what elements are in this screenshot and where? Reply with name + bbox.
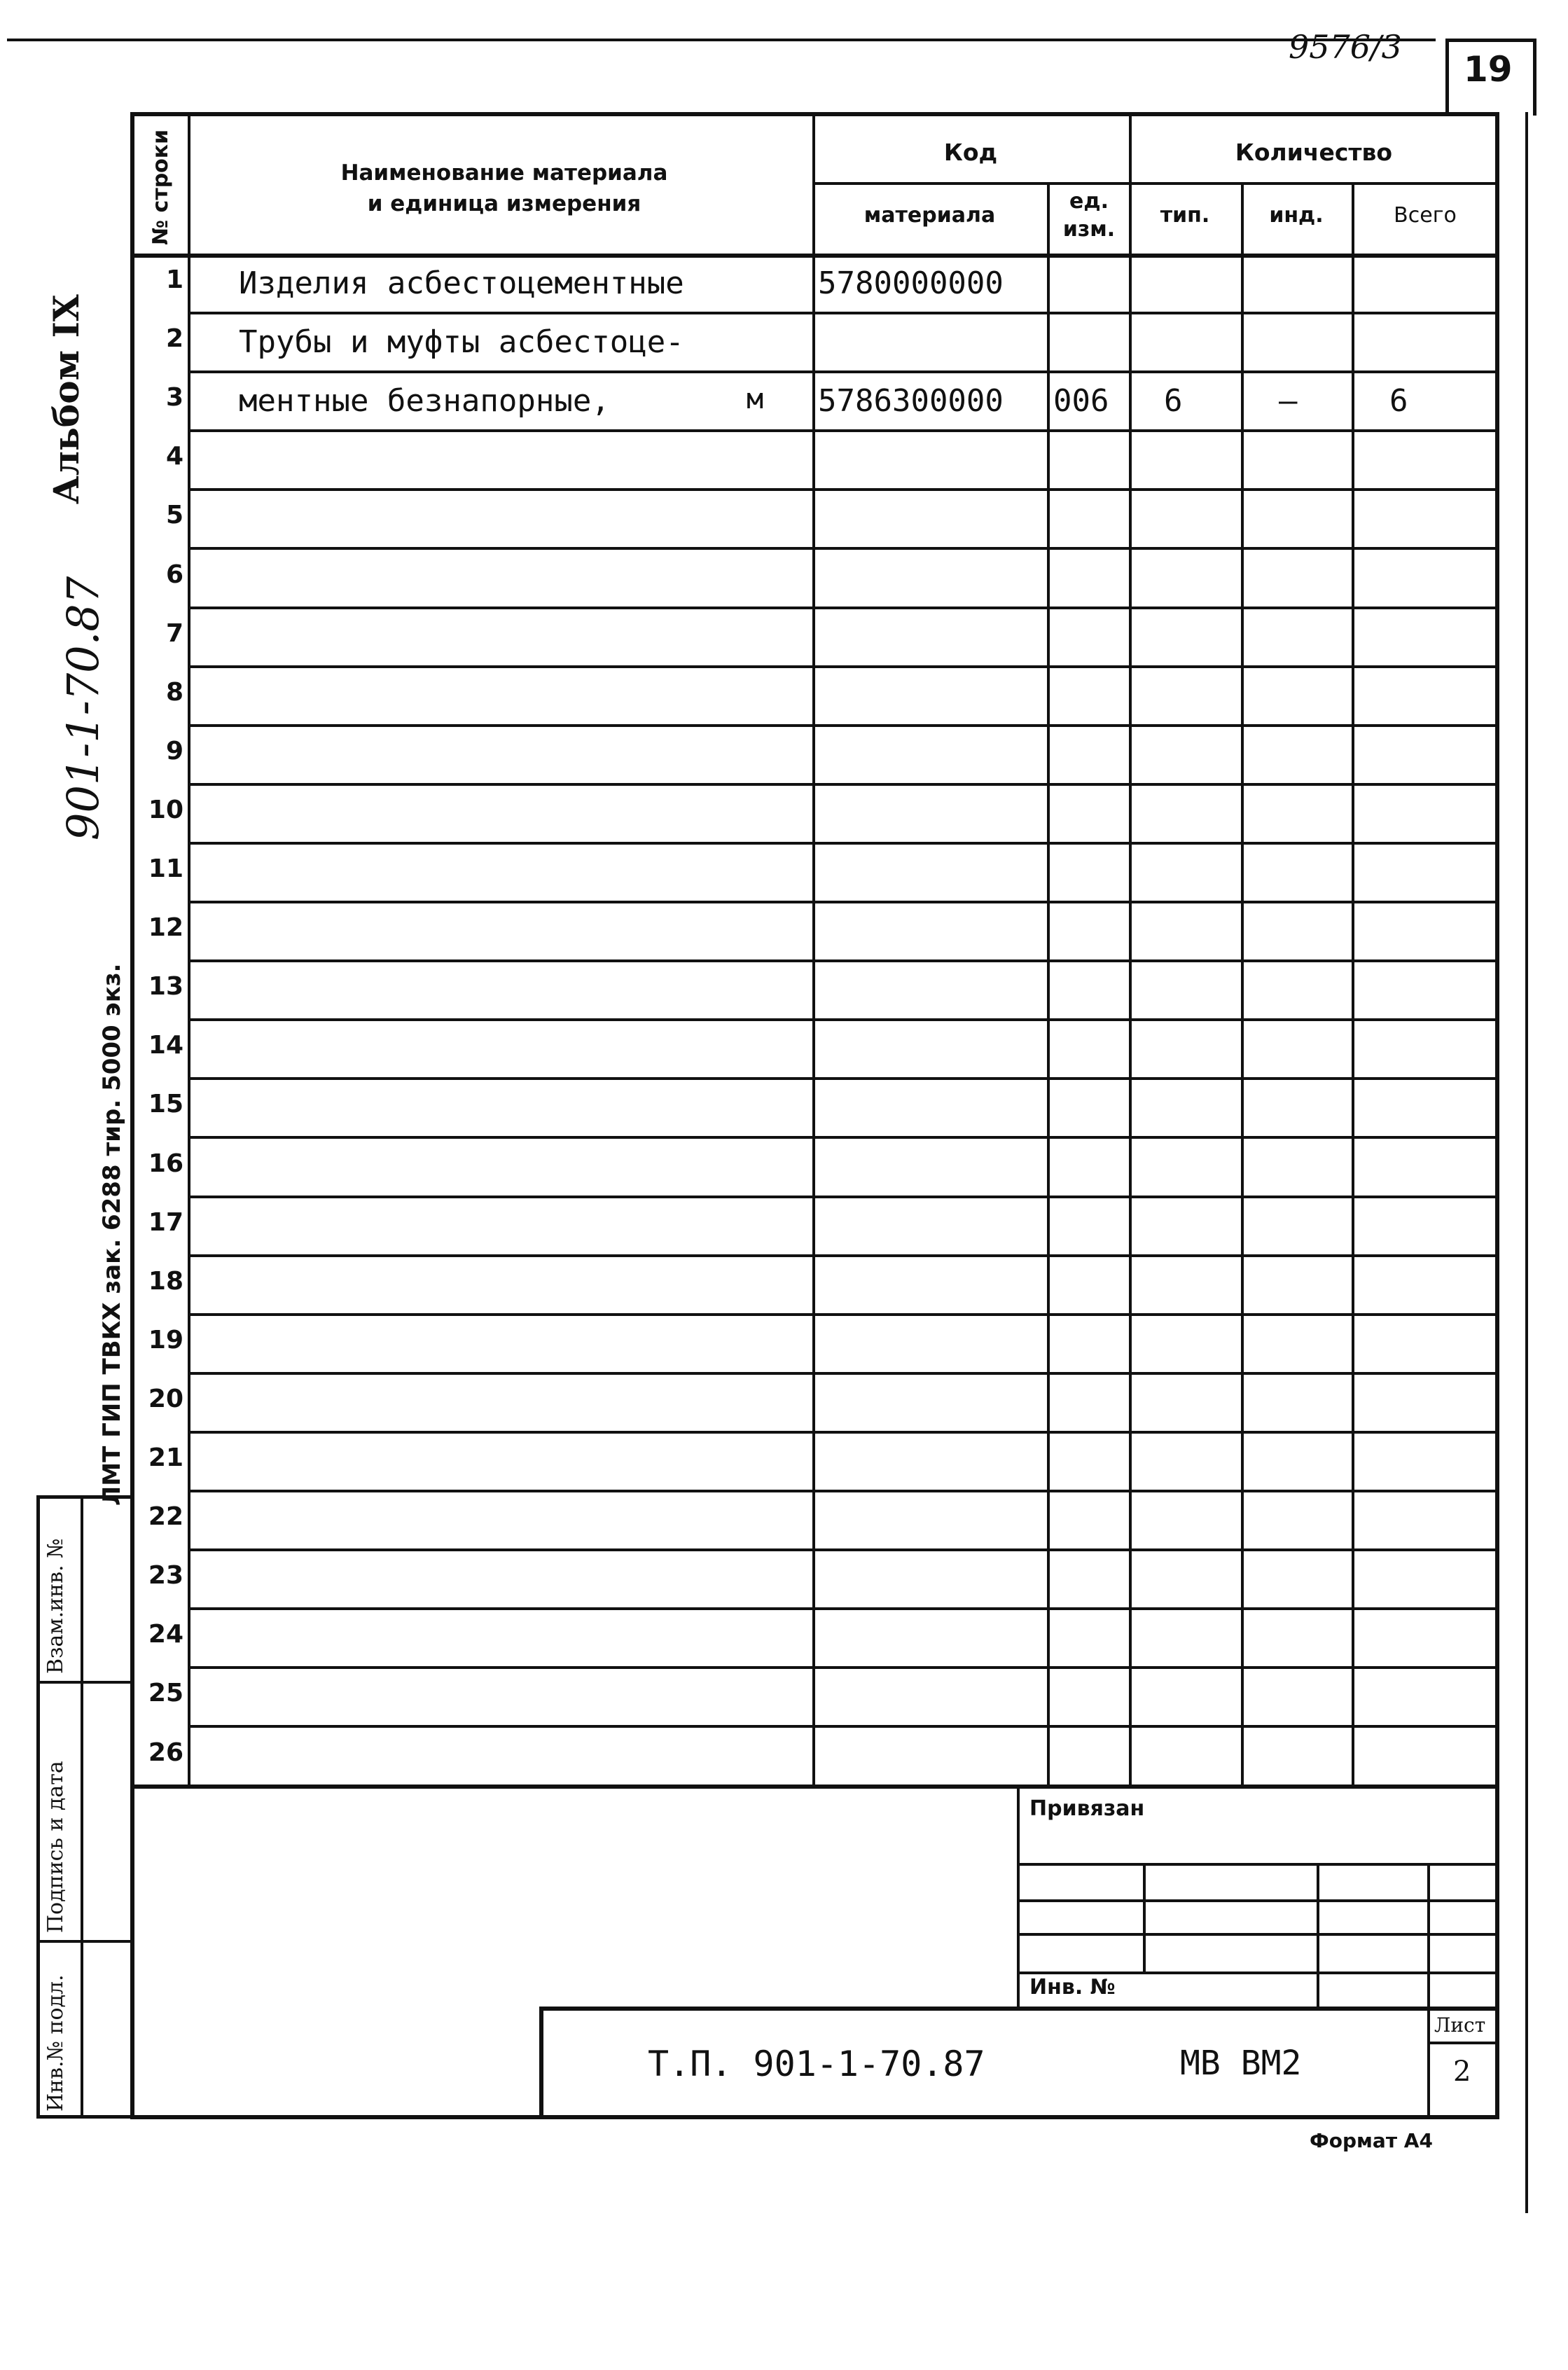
side-stamp-sep-2 — [36, 1940, 134, 1943]
row-number: 7 — [165, 618, 183, 648]
table-row — [130, 256, 1499, 314]
row-number: 22 — [148, 1502, 183, 1532]
qty-typ: 6 — [1164, 383, 1183, 420]
row-number: 26 — [148, 1738, 183, 1767]
table-row — [130, 1021, 1499, 1080]
row-number: 23 — [148, 1561, 183, 1591]
row-number: 20 — [148, 1384, 183, 1413]
material-name: ментные безнапорные, — [239, 383, 610, 420]
side-album-label: Альбом IX — [46, 294, 87, 504]
side-stamp-divider — [81, 1495, 83, 2119]
inv-no-label: Инв. № — [1029, 1975, 1116, 2000]
table-row — [130, 1610, 1499, 1669]
sheet-cell-line — [1427, 2007, 1430, 2119]
sheet-cell-sep — [1427, 2042, 1499, 2044]
sheet-label: Лист — [1434, 2014, 1486, 2037]
row-number: 17 — [148, 1207, 183, 1237]
privyazan-left-line — [1017, 1785, 1020, 2009]
table-row — [130, 314, 1499, 373]
row-number: 12 — [148, 913, 183, 943]
material-name: Изделия асбестоцементные — [239, 265, 684, 301]
row-number: 6 — [165, 560, 183, 589]
row-number: 21 — [148, 1443, 183, 1472]
qty-ind: – — [1279, 383, 1298, 420]
privyazan-col-3 — [1427, 1863, 1430, 2007]
privyazan-col-1 — [1143, 1863, 1146, 1971]
row-number: 25 — [148, 1679, 183, 1708]
privyazan-label: Привязан — [1029, 1796, 1145, 1821]
title-block-designation: Т.П. 901-1-70.87 — [648, 2044, 985, 2084]
sheet-number: 19 — [1464, 49, 1513, 90]
table-row — [130, 1375, 1499, 1434]
table-row — [130, 668, 1499, 727]
table-bottom-line — [130, 1785, 1499, 1789]
side-project-number: 901-1-70.87 — [57, 576, 109, 840]
table-row — [130, 786, 1499, 845]
row-number: 18 — [148, 1266, 183, 1296]
table-row — [130, 1434, 1499, 1492]
table-row — [130, 1139, 1499, 1198]
row-number: 10 — [148, 795, 183, 824]
table-row — [130, 845, 1499, 903]
table-row — [130, 491, 1499, 550]
header-quantity: Количество — [1235, 139, 1393, 166]
format-label: Формат А4 — [1310, 2129, 1433, 2152]
table-row — [130, 962, 1499, 1021]
table-row — [130, 903, 1499, 962]
header-code-material: материала — [863, 203, 996, 228]
row-number: 2 — [165, 324, 183, 354]
row-number: 1 — [165, 265, 183, 294]
side-stamp-col3: Инв.№ подл. — [43, 1974, 68, 2112]
row-number: 19 — [148, 1325, 183, 1354]
row-number: 3 — [165, 383, 183, 413]
table-row — [130, 1728, 1499, 1787]
privyazan-col-2 — [1317, 1863, 1319, 2007]
row-number: 16 — [148, 1149, 183, 1178]
row-number: 24 — [148, 1620, 183, 1649]
material-code: 5780000000 — [818, 265, 1004, 301]
table-row — [130, 609, 1499, 668]
archive-stamp: 9576/3 — [1289, 28, 1402, 66]
table-row — [130, 1492, 1499, 1551]
row-number: 15 — [148, 1090, 183, 1119]
sheet-value: 2 — [1453, 2056, 1471, 2088]
table-row — [130, 1669, 1499, 1728]
table-row — [130, 1257, 1499, 1316]
row-number: 9 — [165, 736, 183, 765]
table-row — [130, 1551, 1499, 1610]
header-code: Код — [943, 139, 998, 166]
table-row — [130, 1198, 1499, 1257]
table-row — [130, 1080, 1499, 1139]
table-row — [130, 432, 1499, 491]
header-name: Наименование материала и единица измерения — [340, 160, 668, 216]
row-number: 14 — [148, 1031, 183, 1060]
title-block-doc-code: МВ ВМ2 — [1180, 2044, 1302, 2083]
table-row — [130, 550, 1499, 609]
header-qty-typ: тип. — [1160, 203, 1210, 228]
side-publisher-line: ЛМТ ГИП ТВКХ зак. 6288 тир. 5000 экз. — [98, 963, 126, 1506]
header-code-unit: ед. изм. — [1062, 189, 1116, 242]
right-edge-line — [1525, 112, 1528, 2213]
qty-total: 6 — [1389, 383, 1408, 420]
table-row — [130, 727, 1499, 786]
row-number: 8 — [165, 677, 183, 707]
row-number: 13 — [148, 972, 183, 1002]
table-row — [130, 1316, 1499, 1375]
header-mid-line — [812, 182, 1499, 185]
side-stamp-sep-1 — [36, 1681, 134, 1684]
unit-label: м — [747, 383, 764, 416]
side-stamp-col1: Взам.инв. № — [43, 1538, 68, 1674]
row-number: 5 — [165, 501, 183, 530]
material-name: Трубы и муфты асбестоце- — [239, 324, 684, 361]
row-number: 4 — [165, 442, 183, 471]
table-row — [130, 373, 1499, 432]
row-number: 11 — [148, 854, 183, 883]
top-rule — [7, 39, 1436, 41]
header-row-no: № строки — [148, 129, 173, 245]
unit-code: 006 — [1053, 383, 1109, 420]
header-qty-total: Всего — [1394, 203, 1457, 228]
side-stamp-col2: Подпись и дата — [43, 1761, 68, 1933]
header-qty-ind: инд. — [1269, 203, 1324, 228]
material-code: 5786300000 — [818, 383, 1004, 420]
